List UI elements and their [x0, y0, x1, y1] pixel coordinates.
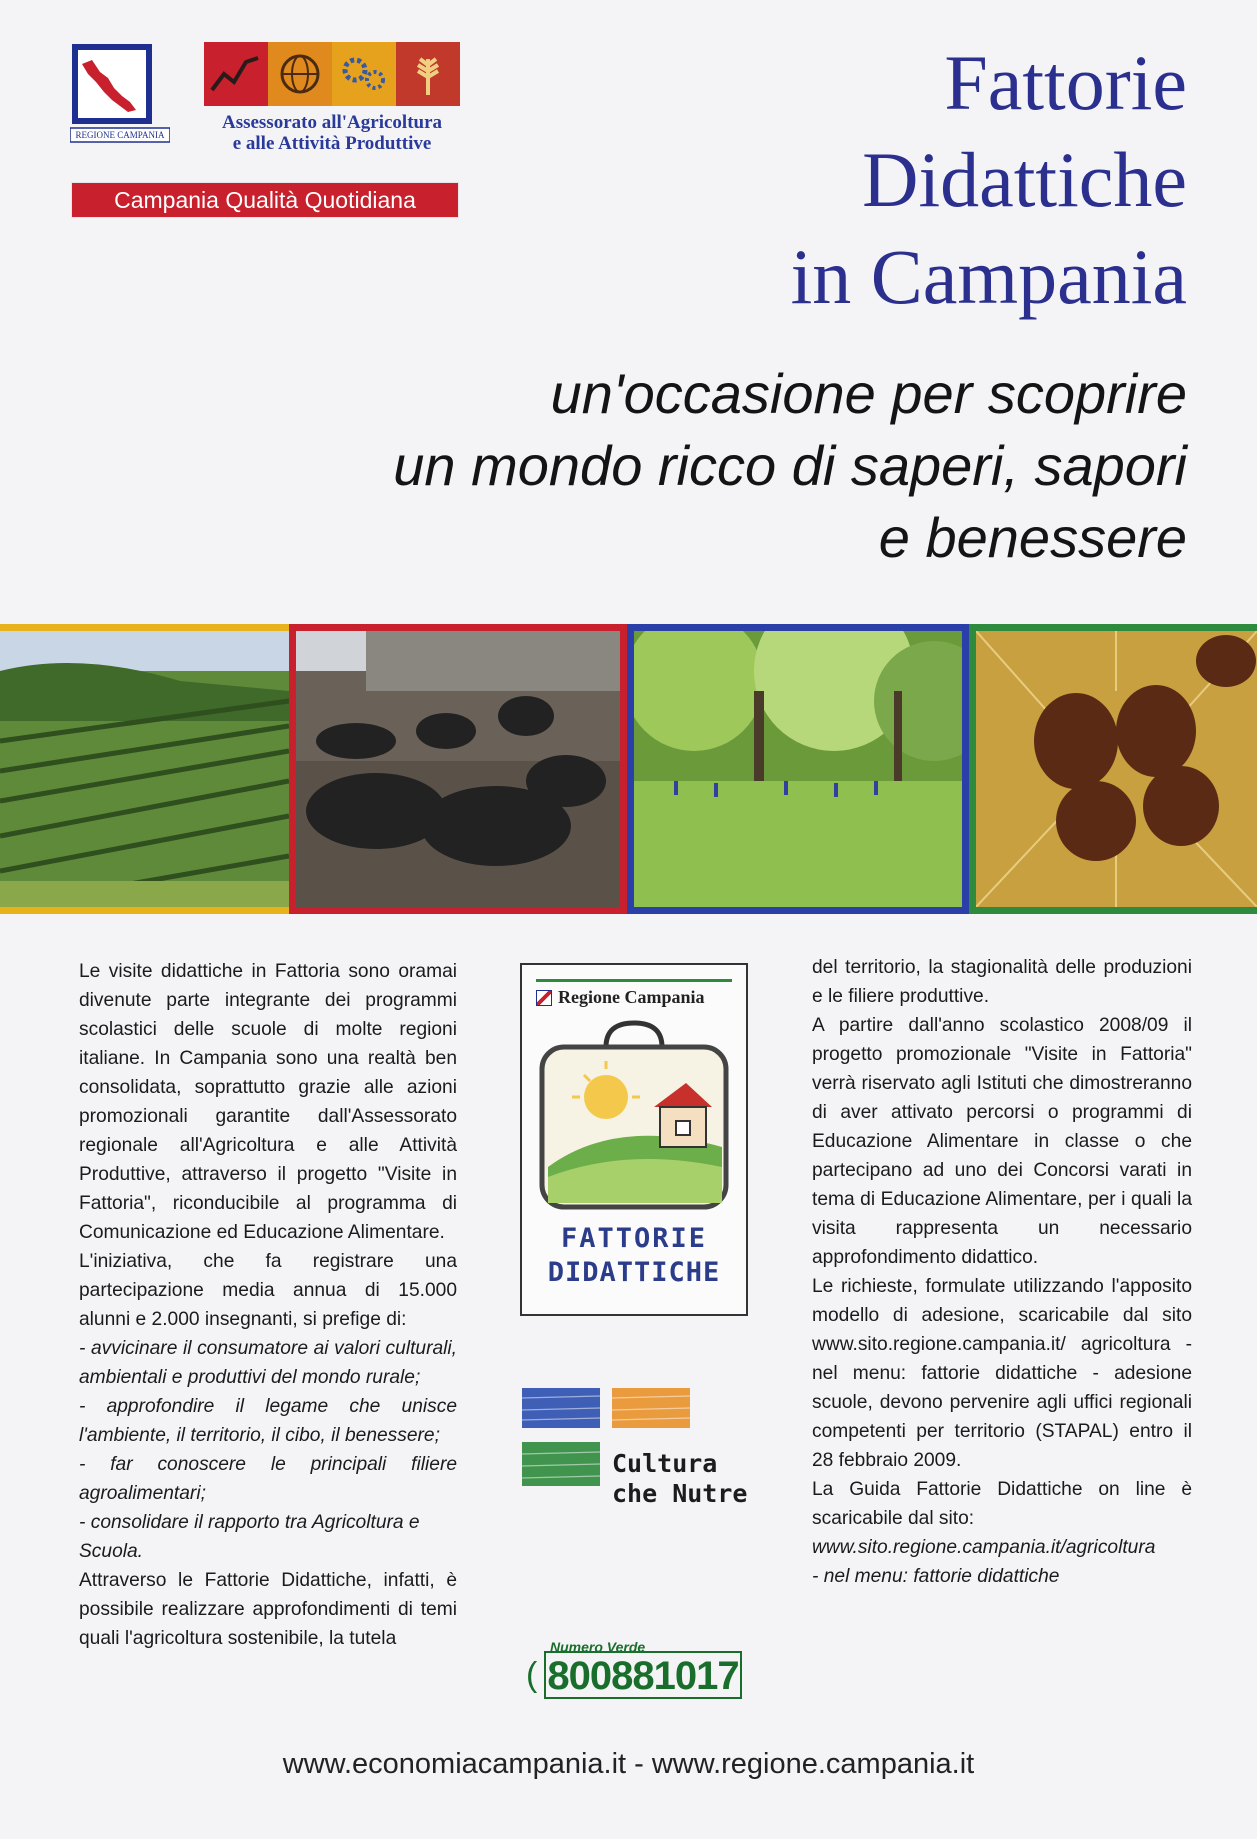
right-paragraph-3: Le richieste, formulate utilizzando l'apposito modello di adesione, scaricabile dal sito www.sito.regione.campania.it/ agricoltura - nel menu: fattorie didattiche - adesione scuole, devono pervenire agli uffici regionali competenti per territorio (STAPAL) entro il 28 febbraio 2009. — [812, 1276, 1192, 1471]
cultura-line1: Cultura — [612, 1449, 718, 1478]
numero-verde-number: 800881017 — [544, 1651, 742, 1699]
left-bullet-3: - far conoscere le principali filiere agroalimentari; — [79, 1454, 457, 1504]
title-line2: Didattiche — [862, 136, 1187, 223]
page-title — [791, 34, 1187, 325]
regione-flag-icon — [536, 990, 552, 1006]
right-text-column — [812, 953, 1192, 1591]
subtitle-line1: un'occasione per scoprire — [550, 362, 1187, 425]
photo-strip — [0, 624, 1257, 914]
left-paragraph-2: L'iniziativa, che fa registrare una partecipazione media annua di 15.000 alunni e 2.000 insegnanti, si prefige di: — [79, 1251, 457, 1330]
wheat-icon — [396, 42, 460, 106]
cultura-line2: che Nutre — [612, 1479, 748, 1508]
park-children-photo — [627, 624, 969, 914]
left-text-column — [79, 957, 457, 1653]
campania-qualita-bar: Campania Qualità Quotidiana — [72, 183, 458, 217]
title-line1: Fattorie — [944, 39, 1187, 126]
phone-handset-icon: ( — [526, 1656, 538, 1694]
cultura-che-nutre-text — [612, 1449, 747, 1509]
subtitle-line3: e benessere — [878, 506, 1187, 569]
chestnuts-photo — [969, 624, 1257, 914]
fattorie-logo-word1: FATTORIE — [560, 1223, 708, 1254]
chart-arrow-icon — [204, 42, 268, 106]
assessorato-text — [204, 112, 460, 154]
fattorie-didattiche-logo — [520, 963, 748, 1316]
assessorato-line1: Assessorato all'Agricoltura — [221, 112, 443, 133]
suitcase-farm-icon — [536, 1017, 732, 1217]
assessorato-line2: e alle Attività Produttive — [232, 133, 432, 154]
regione-campania-emblem-caption: REGIONE CAMPANIA — [75, 130, 165, 140]
left-paragraph-3: Attraverso le Fattorie Didattiche, infatti, è possibile realizzare approfondimenti di temi quali l'agricoltura sostenibile, la tutela — [79, 1570, 457, 1649]
guide-url-line2: - nel menu: fattorie didattiche — [812, 1566, 1060, 1587]
fattorie-logo-header-text: Regione Campania — [558, 987, 705, 1007]
fattorie-logo-word2: DIDATTICHE — [547, 1257, 721, 1288]
vineyard-photo — [0, 624, 289, 914]
regione-campania-emblem — [70, 42, 170, 146]
right-paragraph-4: La Guida Fattorie Didattiche on line è scaricabile dal sito: — [812, 1479, 1192, 1529]
footer-urls: www.economiacampania.it - www.regione.campania.it — [282, 1748, 975, 1780]
right-paragraph-1: del territorio, la stagionalità delle produzioni e le filiere produttive. — [812, 957, 1192, 1007]
title-line3: in Campania — [790, 233, 1187, 320]
fattorie-logo-header — [536, 979, 732, 1008]
left-bullet-4: - consolidare il rapporto tra Agricoltura e Scuola. — [79, 1512, 420, 1562]
subtitle-line2: un mondo ricco di saperi, sapori — [393, 434, 1187, 497]
globe-icon — [268, 42, 332, 106]
page-subtitle — [393, 358, 1187, 574]
right-paragraph-2: A partire dall'anno scolastico 2008/09 il progetto promozionale "Visite in Fattoria" verrà riservato agli Istituti che dimostreranno di aver attivato percorsi o programmi di Educazione Alimentare in classe o che partecipano ad uno dei Concorsi varati in tema di Educazione Alimentare, per i quali la visita rappresenta un necessario approfondimento didattico. — [812, 1015, 1192, 1268]
numero-verde-badge — [526, 1639, 746, 1703]
assessorato-logo — [204, 42, 460, 154]
buffalo-photo — [289, 624, 627, 914]
guide-url-line1: www.sito.regione.campania.it/agricoltura — [812, 1537, 1156, 1558]
left-bullet-2: - approfondire il legame che unisce l'ambiente, il territorio, il cibo, il benessere; — [79, 1396, 457, 1446]
left-paragraph-1: Le visite didattiche in Fattoria sono oramai divenute parte integrante dei programmi scolastici delle scuole di molte regioni italiane. In Campania sono una realtà ben consolidata, soprattutto grazie alle azioni promozionali garantite dall'Assessorato regionale all'Agricoltura e alle Attività Produttive, attraverso il progetto "Visite in Fattoria", riconducibile al programma di Comunicazione ed Educazione Alimentare. — [79, 961, 457, 1243]
left-bullet-1: - avvicinare il consumatore ai valori culturali, ambientali e produttivi del mondo rurale; — [79, 1338, 457, 1388]
assessorato-tiles — [204, 42, 460, 106]
numero-verde-label: Numero Verde — [550, 1639, 646, 1655]
gears-icon — [332, 42, 396, 106]
